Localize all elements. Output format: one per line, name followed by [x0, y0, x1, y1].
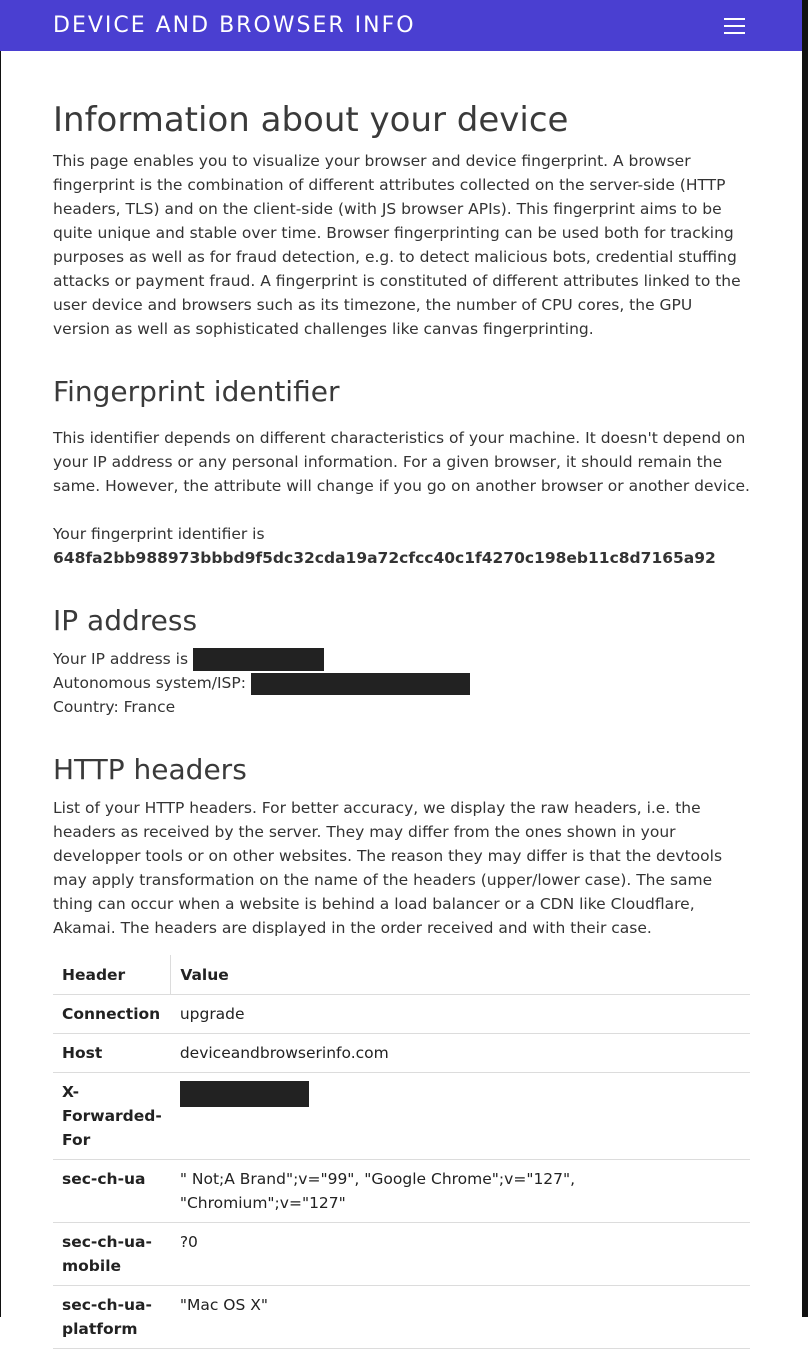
navbar: [0, 0, 802, 51]
header-name-cell: sec-ch-ua-platform: [62, 1296, 152, 1338]
country-line: Country: France: [53, 698, 176, 716]
table-row: [53, 995, 750, 1034]
header-value-cell: "Mac OS X": [179, 1296, 268, 1314]
fingerprint-paragraph: This identifier depends on different characteristics of your machine. It doesn't depend on your IP address or any personal information. For a given browser, it should remain the same. However, the attribute will change if you go on another browser or another device.: [53, 429, 750, 495]
header-name-cell: Connection: [62, 1005, 161, 1023]
fingerprint-heading: Fingerprint identifier: [53, 375, 340, 408]
isp-label: Autonomous system/ISP:: [53, 674, 246, 692]
header-value-cell: deviceandbrowserinfo.com: [179, 1044, 389, 1062]
ip-redacted-value: [193, 648, 324, 671]
page-title: Information about your device: [53, 100, 569, 140]
fingerprint-value: 648fa2bb988973bbbd9f5dc32cda19a72cfcc40c1f4270c198eb11c8d7165a92: [53, 549, 716, 567]
hamburger-menu-icon[interactable]: [724, 16, 746, 34]
isp-redacted-value: [251, 673, 470, 695]
table-row: [53, 1286, 750, 1349]
intro-paragraph: This page enables you to visualize your browser and device fingerprint. A browser fingerprint is the combination of different attributes collected on the server-side (HTTP headers, TLS) and on the client-side (with JS browser APIs). This fingerprint aims to be quite unique and stable over time. Browser fingerprinting can be used both for tracking purposes as well as for fraud detection, e.g. to detect malicious bots, credential stuffing attacks or payment fraud. A fingerprint is constituted of different attributes linked to the user device and browsers such as its timezone, the number of CPU cores, the GPU version as well as sophisticated challenges like canvas fingerprinting.: [53, 152, 741, 338]
site-brand[interactable]: DEVICE AND BROWSER INFO: [53, 13, 416, 38]
fingerprint-label: Your fingerprint identifier is: [53, 525, 265, 543]
column-header: Header: [53, 955, 171, 995]
ip-heading: IP address: [53, 604, 198, 637]
header-name-cell: sec-ch-ua: [62, 1170, 146, 1188]
header-value-cell: [171, 1073, 750, 1160]
header-name-cell: sec-ch-ua-mobile: [62, 1233, 152, 1275]
table-header-row: [53, 955, 750, 995]
http-headers-table: [53, 955, 750, 1349]
header-value-cell: ?0: [179, 1233, 198, 1251]
header-name-cell: X-Forwarded-For: [62, 1083, 162, 1149]
window-border-right: [802, 0, 808, 1317]
ip-label: Your IP address is: [53, 650, 189, 668]
http-headers-paragraph: List of your HTTP headers. For better accuracy, we display the raw headers, i.e. the headers as received by the server. They may differ from the ones shown in your developper tools or on other websites. The reason they may differ is that the devtools may apply transformation on the name of the headers (upper/lower case). The same thing can occur when a website is behind a load balancer or a CDN like Cloudflare, Akamai. The headers are displayed in the order received and with their case.: [53, 799, 723, 937]
table-row: [53, 1073, 750, 1160]
column-header: Value: [180, 966, 229, 984]
x-forwarded-for-redacted-value: [180, 1081, 309, 1107]
header-value-cell: " Not;A Brand";v="99", "Google Chrome";v="127", "Chromium";v="127": [179, 1170, 576, 1212]
header-value-cell: upgrade: [179, 1005, 245, 1023]
ip-line: [53, 647, 324, 671]
http-headers-heading: HTTP headers: [53, 753, 247, 786]
table-row: [53, 1160, 750, 1223]
table-row: [53, 1034, 750, 1073]
window-border-left: [0, 0, 1, 1317]
isp-line: [53, 671, 470, 695]
header-name-cell: Host: [62, 1044, 103, 1062]
table-row: [53, 1223, 750, 1286]
